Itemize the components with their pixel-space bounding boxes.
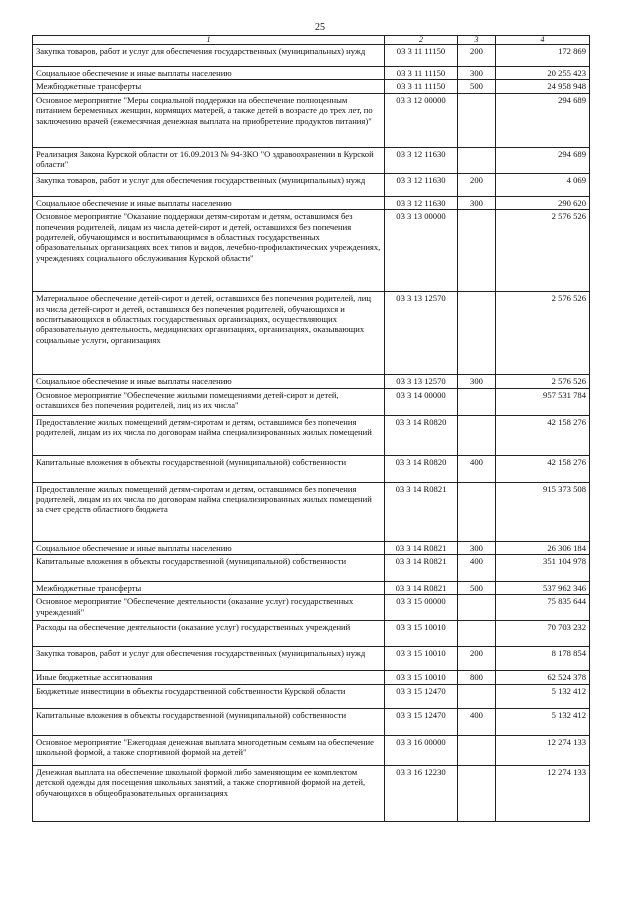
row-sum: 12 274 133 <box>496 765 590 821</box>
budget-table <box>32 35 590 822</box>
row-type: 300 <box>458 541 496 554</box>
row-type: 400 <box>458 708 496 735</box>
row-name: Основное мероприятие "Обеспечение деятельности (оказание услуг) государственных учреждений" <box>33 595 385 621</box>
row-code: 03 3 12 00000 <box>385 93 458 147</box>
row-name: Межбюджетные трансферты <box>33 80 385 93</box>
row-sum: 42 158 276 <box>496 415 590 455</box>
row-sum: 5 132 412 <box>496 684 590 708</box>
row-name: Предоставление жилых помещений детям-сиротам и детям, оставшимся без попечения родителей, лицам из их числа по договорам найма специализированных жилых помещений <box>33 415 385 455</box>
row-type: 200 <box>458 647 496 671</box>
table-row <box>33 684 590 708</box>
table-row <box>33 765 590 821</box>
row-sum: 957 531 784 <box>496 388 590 415</box>
row-name: Закупка товаров, работ и услуг для обеспечения государственных (муниципальных) нужд <box>33 45 385 67</box>
row-sum: 351 104 978 <box>496 555 590 582</box>
table-row <box>33 388 590 415</box>
row-name: Основное мероприятие "Ежегодная денежная выплата многодетным семьям на обеспечение школьной формой, а также спортивной формой на детей" <box>33 735 385 765</box>
row-name: Материальное обеспечение детей-сирот и детей, оставшихся без попечения родителей, лиц из числа детей-сирот и детей, оставшихся без попечения родителей, обучающихся и воспитывающихся в областных государственных организациях, осуществляющих образовательную деятельность, медицинских организациях, организациях, оказывающих социальные услуги, организациях <box>33 292 385 375</box>
table-row <box>33 173 590 196</box>
row-code: 03 3 13 00000 <box>385 210 458 292</box>
row-sum: 537 962 346 <box>496 582 590 595</box>
row-code: 03 3 14 R0821 <box>385 541 458 554</box>
row-name: Капитальные вложения в объекты государственной (муниципальной) собственности <box>33 555 385 582</box>
row-type: 500 <box>458 582 496 595</box>
row-sum: 2 576 526 <box>496 210 590 292</box>
row-sum: 290 620 <box>496 196 590 209</box>
table-row <box>33 80 590 93</box>
row-type: 300 <box>458 375 496 388</box>
row-type: 400 <box>458 455 496 482</box>
row-type: 300 <box>458 67 496 80</box>
row-sum: 70 703 232 <box>496 621 590 647</box>
table-row <box>33 375 590 388</box>
row-code: 03 3 15 10010 <box>385 621 458 647</box>
row-type <box>458 735 496 765</box>
table-row <box>33 67 590 80</box>
row-code: 03 3 12 11630 <box>385 147 458 173</box>
row-code: 03 3 15 10010 <box>385 647 458 671</box>
table-row <box>33 621 590 647</box>
row-name: Основное мероприятие "Обеспечение жилыми помещениями детей-сирот и детей, оставшихся без попечения родителей, лиц из их числа" <box>33 388 385 415</box>
row-code: 03 3 14 R0821 <box>385 555 458 582</box>
row-sum: 75 835 644 <box>496 595 590 621</box>
table-row <box>33 595 590 621</box>
table-row <box>33 482 590 541</box>
table-row <box>33 45 590 67</box>
row-name: Основное мероприятие "Оказание поддержки детям-сиротам и детям, оставшимся без попечения родителей, лицам из числа детей-сирот и детей, оставшихся без попечения родителей, обучающимся и воспитывающимся в областных государственных образовательных организациях всех типов и видов, лечебно-профилактических учреждениях, учреждениях социального обслуживания Курской области" <box>33 210 385 292</box>
row-type: 200 <box>458 45 496 67</box>
row-sum: 12 274 133 <box>496 735 590 765</box>
row-type <box>458 388 496 415</box>
row-code: 03 3 14 00000 <box>385 388 458 415</box>
row-name: Социальное обеспечение и иные выплаты населению <box>33 541 385 554</box>
row-code: 03 3 15 12470 <box>385 708 458 735</box>
row-sum: 294 689 <box>496 147 590 173</box>
row-type <box>458 292 496 375</box>
table-row <box>33 671 590 684</box>
row-name: Капитальные вложения в объекты государственной (муниципальной) собственности <box>33 455 385 482</box>
table-row <box>33 541 590 554</box>
row-type <box>458 621 496 647</box>
row-sum: 172 869 <box>496 45 590 67</box>
column-header-name: 1 <box>33 36 385 45</box>
row-type <box>458 595 496 621</box>
row-code: 03 3 15 10010 <box>385 671 458 684</box>
row-code: 03 3 14 R0821 <box>385 482 458 541</box>
row-type: 800 <box>458 671 496 684</box>
row-sum: 915 373 508 <box>496 482 590 541</box>
column-header-sum: 4 <box>496 36 590 45</box>
row-code: 03 3 14 R0820 <box>385 455 458 482</box>
row-name: Расходы на обеспечение деятельности (оказание услуг) государственных учреждений <box>33 621 385 647</box>
row-code: 03 3 13 12570 <box>385 292 458 375</box>
row-name: Иные бюджетные ассигнования <box>33 671 385 684</box>
table-row <box>33 415 590 455</box>
row-name: Социальное обеспечение и иные выплаты населению <box>33 375 385 388</box>
row-code: 03 3 14 R0820 <box>385 415 458 455</box>
row-name: Социальное обеспечение и иные выплаты населению <box>33 67 385 80</box>
table-row <box>33 210 590 292</box>
row-sum: 62 524 378 <box>496 671 590 684</box>
row-code: 03 3 15 12470 <box>385 684 458 708</box>
table-row <box>33 708 590 735</box>
column-header-type: 3 <box>458 36 496 45</box>
row-type <box>458 684 496 708</box>
table-row <box>33 147 590 173</box>
row-code: 03 3 12 11630 <box>385 196 458 209</box>
row-code: 03 3 16 00000 <box>385 735 458 765</box>
row-code: 03 3 13 12570 <box>385 375 458 388</box>
row-type: 400 <box>458 555 496 582</box>
row-type <box>458 415 496 455</box>
page-number: 25 <box>315 22 325 33</box>
row-type <box>458 210 496 292</box>
row-sum: 24 958 948 <box>496 80 590 93</box>
column-number-row <box>33 36 590 45</box>
table-row <box>33 582 590 595</box>
row-name: Межбюджетные трансферты <box>33 582 385 595</box>
row-name: Капитальные вложения в объекты государственной (муниципальной) собственности <box>33 708 385 735</box>
row-code: 03 3 11 11150 <box>385 45 458 67</box>
row-name: Закупка товаров, работ и услуг для обеспечения государственных (муниципальных) нужд <box>33 173 385 196</box>
row-code: 03 3 14 R0821 <box>385 582 458 595</box>
row-sum: 294 689 <box>496 93 590 147</box>
table-row <box>33 555 590 582</box>
table-row <box>33 196 590 209</box>
row-name: Реализация Закона Курской области от 16.09.2013 № 94-ЗКО "О здравоохранении в Курской области" <box>33 147 385 173</box>
row-name: Основное мероприятие "Меры социальной поддержки на обеспечение полноценным питанием беременных женщин, кормящих матерей, а также детей в возрасте до трех лет, по заключению врачей (ежемесячная денежная выплата на приобретение продуктов питания)" <box>33 93 385 147</box>
row-type: 500 <box>458 80 496 93</box>
table-row <box>33 455 590 482</box>
row-code: 03 3 15 00000 <box>385 595 458 621</box>
row-sum: 26 306 184 <box>496 541 590 554</box>
row-sum: 4 069 <box>496 173 590 196</box>
row-type <box>458 482 496 541</box>
row-sum: 5 132 412 <box>496 708 590 735</box>
row-type <box>458 765 496 821</box>
table-row <box>33 735 590 765</box>
table-row <box>33 292 590 375</box>
table-row <box>33 93 590 147</box>
row-code: 03 3 11 11150 <box>385 67 458 80</box>
row-name: Предоставление жилых помещений детям-сиротам и детям, оставшимся без попечения родителей, лицам из их числа по договорам найма специализированных жилых помещений за счет средств областного бюджета <box>33 482 385 541</box>
row-name: Денежная выплата на обеспечение школьной формой либо заменяющим ее комплектом детской одежды для посещения школьных занятий, а также спортивной формой на детей, обучающихся в общеобразовательных организациях <box>33 765 385 821</box>
row-type <box>458 147 496 173</box>
row-name: Закупка товаров, работ и услуг для обеспечения государственных (муниципальных) нужд <box>33 647 385 671</box>
row-sum: 2 576 526 <box>496 375 590 388</box>
row-code: 03 3 12 11630 <box>385 173 458 196</box>
row-sum: 20 255 423 <box>496 67 590 80</box>
row-type: 200 <box>458 173 496 196</box>
column-header-code: 2 <box>385 36 458 45</box>
row-name: Социальное обеспечение и иные выплаты населению <box>33 196 385 209</box>
row-sum: 42 158 276 <box>496 455 590 482</box>
row-code: 03 3 11 11150 <box>385 80 458 93</box>
row-name: Бюджетные инвестиции в объекты государственной собственности Курской области <box>33 684 385 708</box>
table-row <box>33 647 590 671</box>
row-code: 03 3 16 12230 <box>385 765 458 821</box>
row-sum: 8 178 854 <box>496 647 590 671</box>
row-type <box>458 93 496 147</box>
row-sum: 2 576 526 <box>496 292 590 375</box>
row-type: 300 <box>458 196 496 209</box>
